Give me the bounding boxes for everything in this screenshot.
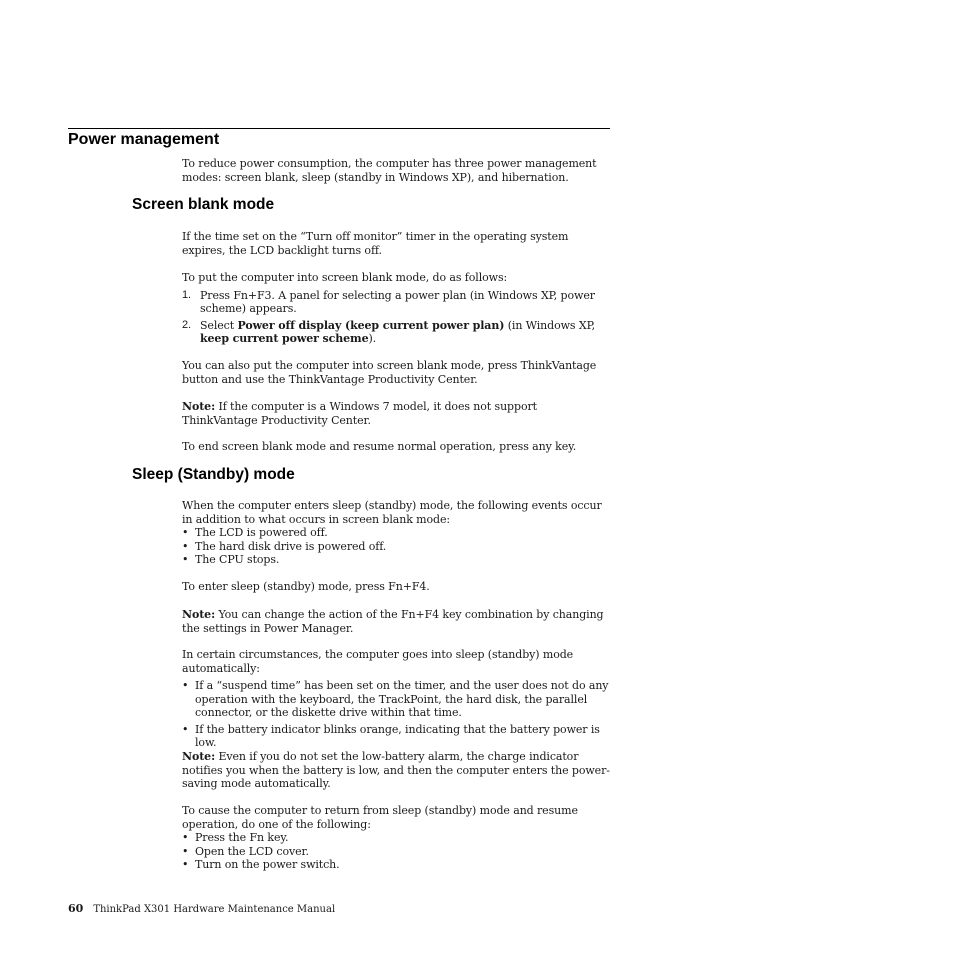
screen-blank-block-1 (182, 230, 612, 257)
section-title: Power management (68, 131, 220, 148)
sleep-p1: When the computer enters sleep (standby) mode, the following events occur in addition to what occurs in screen blank mode: (182, 499, 602, 526)
list-item (182, 540, 612, 554)
note-label: Note: (182, 400, 216, 413)
screen-blank-p3: You can also put the computer into screen blank mode, press ThinkVantage button and use the ThinkVantage Productivity Center. (182, 359, 597, 386)
list-item (182, 526, 612, 540)
bullet-icon: • (182, 526, 189, 539)
list-item (182, 845, 612, 859)
screen-blank-p1: If the time set on the “Turn off monitor” timer in the operating system expires, the LCD backlight turns off. (182, 230, 569, 257)
screen-blank-block-2 (182, 271, 612, 346)
sleep-note-2 (182, 750, 612, 791)
note-text: Even if you do not set the low-battery alarm, the charge indicator notifies you when the battery is low, and then the computer enters the power-saving mode automatically. (182, 750, 610, 790)
bullet-icon: • (182, 858, 189, 871)
section-intro-block (182, 157, 612, 184)
list-item (182, 723, 612, 750)
step-2-mid: (in Windows XP, (504, 318, 596, 332)
list-item (182, 679, 612, 720)
bullet-icon: • (182, 722, 189, 736)
screen-blank-block-3 (182, 359, 612, 386)
sleep-block-2 (182, 580, 612, 594)
sleep-note2-block (182, 750, 612, 791)
footer-title: ThinkPad X301 Hardware Maintenance Manual (93, 904, 336, 915)
sleep-block-4 (182, 804, 612, 872)
screen-blank-p4: To end screen blank mode and resume normal operation, press any key. (182, 440, 577, 453)
screen-blank-block-4 (182, 440, 612, 454)
bullet-icon: • (182, 844, 189, 858)
bullet-icon: • (182, 831, 189, 844)
step-2-post: ). (368, 332, 377, 345)
bullet-icon: • (182, 679, 189, 692)
step-2-option-xp: keep current power scheme (200, 332, 369, 345)
page-footer (68, 902, 335, 916)
step-1-number: 1. (182, 288, 191, 301)
sleep-heading: Sleep (Standby) mode (132, 466, 295, 483)
event-lcd: The LCD is powered off. (195, 526, 328, 539)
note-text: If the computer is a Windows 7 model, it does not support ThinkVantage Productivity Center. (182, 400, 537, 427)
sleep-p4: To cause the computer to return from sleep (standby) mode and resume operation, do one of the following: (182, 804, 578, 831)
resume-power-switch: Turn on the power switch. (195, 858, 340, 871)
sleep-p2: To enter sleep (standby) mode, press Fn+F4. (182, 580, 430, 593)
note-label: Note: (182, 750, 216, 763)
step-2 (182, 319, 612, 346)
step-2-pre: Select (200, 318, 238, 332)
note-text: You can change the action of the Fn+F4 key combination by changing the settings in Power Manager. (182, 608, 604, 635)
sleep-note-1 (182, 608, 612, 635)
section-rule (68, 128, 610, 129)
step-1 (182, 289, 612, 316)
section-intro: To reduce power consumption, the computer has three power management modes: screen blank, sleep (standby in Windows XP), and hibernation. (182, 157, 597, 184)
sleep-block-1 (182, 499, 612, 567)
bullet-icon: • (182, 539, 189, 553)
event-cpu: The CPU stops. (195, 553, 280, 566)
list-item (182, 831, 612, 845)
event-hdd: The hard disk drive is powered off. (195, 539, 387, 553)
sleep-note1-block (182, 608, 612, 635)
resume-lcd-cover: Open the LCD cover. (195, 844, 309, 858)
resume-fn-key: Press the Fn key. (195, 831, 289, 844)
step-2-number: 2. (182, 318, 191, 331)
page-number: 60 (68, 902, 84, 915)
note-label: Note: (182, 608, 216, 621)
sleep-p3: In certain circumstances, the computer goes into sleep (standby) mode automatically: (182, 648, 574, 675)
list-item (182, 858, 612, 872)
bullet-icon: • (182, 553, 189, 566)
step-1-text: Press Fn+F3. A panel for selecting a power plan (in Windows XP, power scheme) appears. (200, 288, 595, 315)
auto-suspend-timer: If a “suspend time” has been set on the timer, and the user does not do any operation with the keyboard, the TrackPoint, the hard disk, the parallel connector, or the diskette drive within that time. (195, 679, 609, 719)
screen-blank-heading: Screen blank mode (132, 196, 275, 213)
screen-blank-note (182, 400, 612, 427)
list-item (182, 553, 612, 567)
screen-blank-note-block (182, 400, 612, 427)
auto-battery-low: If the battery indicator blinks orange, indicating that the battery power is low. (195, 722, 600, 749)
step-2-option: Power off display (keep current power plan) (237, 318, 505, 332)
screen-blank-p2: To put the computer into screen blank mode, do as follows: (182, 271, 508, 284)
sleep-block-3 (182, 648, 612, 750)
